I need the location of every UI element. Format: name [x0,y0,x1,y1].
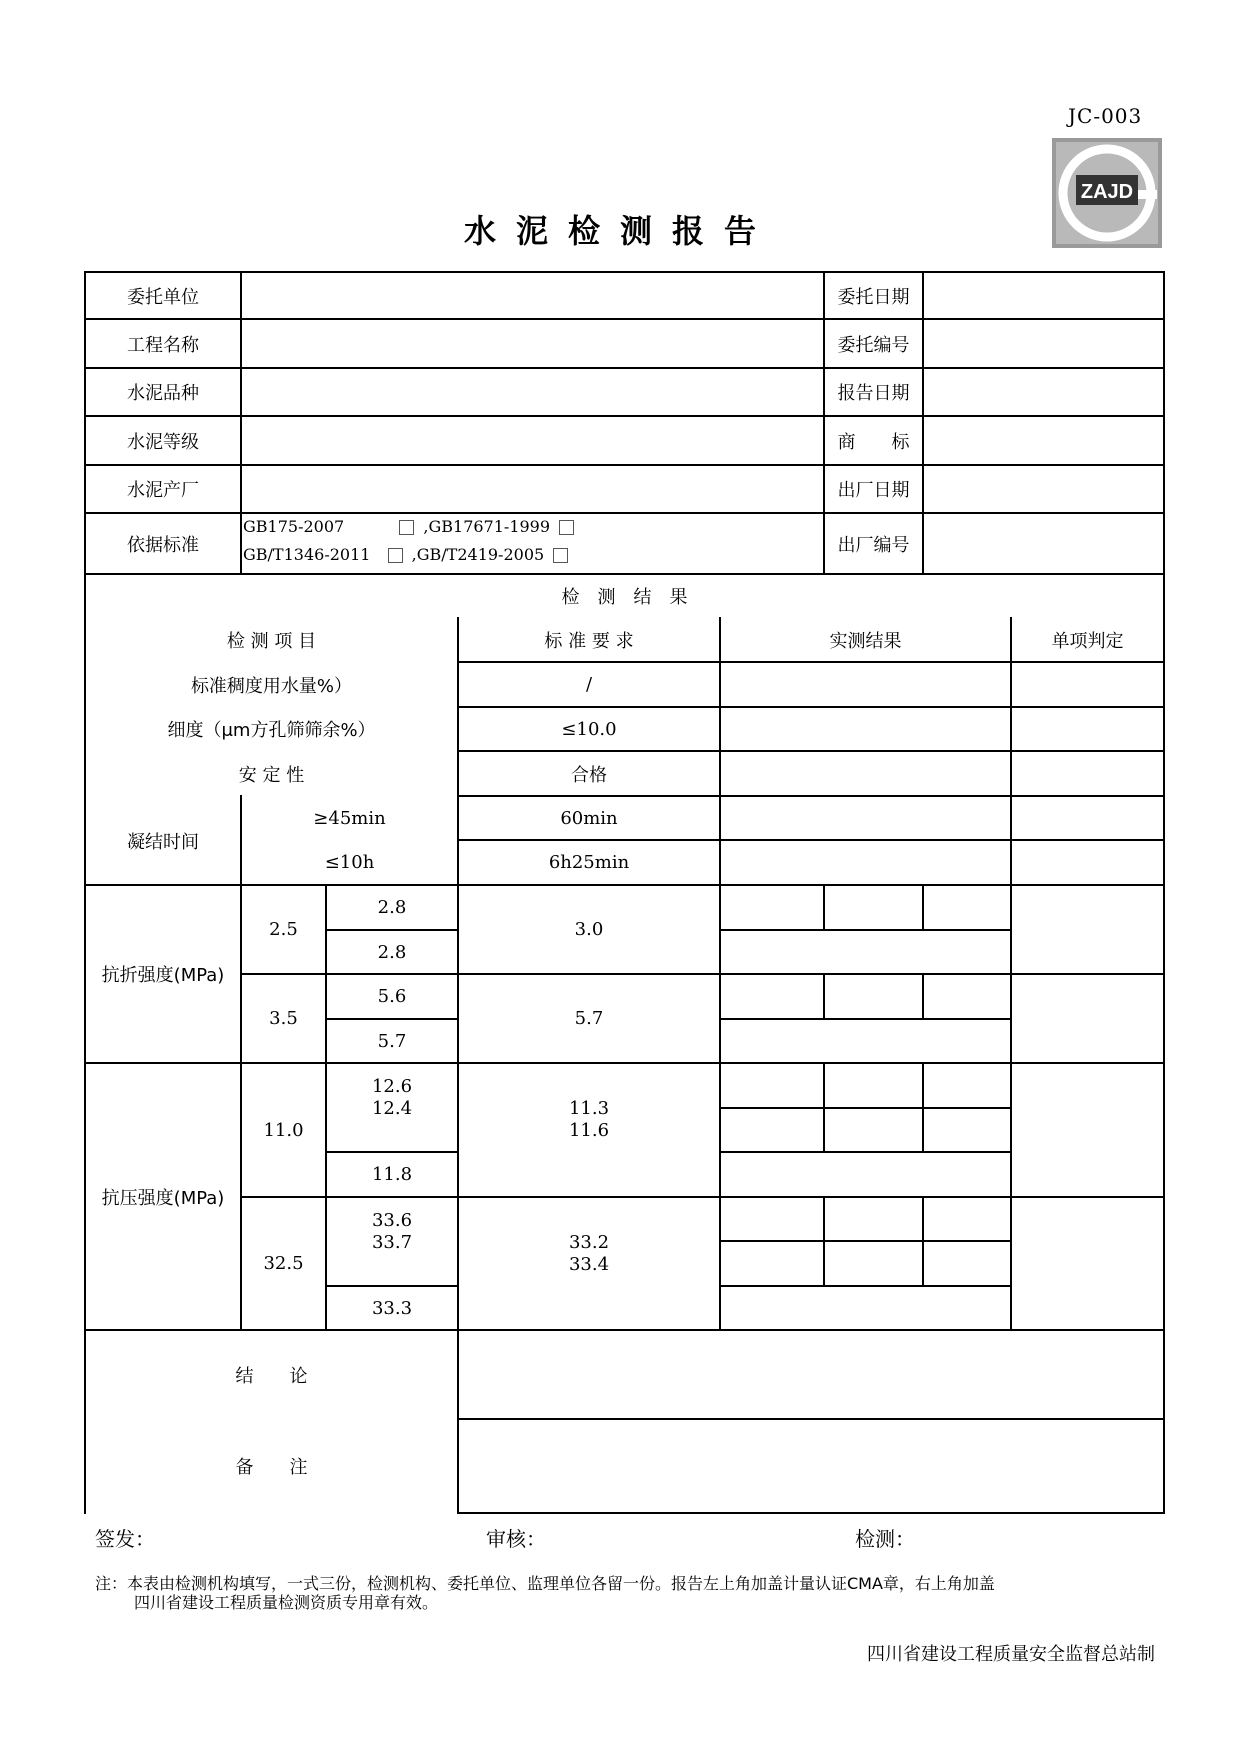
header-standard-requirement: 标 准 要 求 [544,631,634,652]
label-cement-grade: 水泥等级 [127,431,199,453]
label-trademark: 商 标 [837,431,910,453]
flexural-average: 3.0 [574,919,604,940]
item-stability: 安 定 性 [238,764,305,786]
label-report-date: 报告日期 [837,383,910,404]
label-factory-number: 出厂编号 [837,534,910,556]
item-compressive-strength: 抗压强度(MPa) [101,1187,225,1209]
signature-review: 审核： [486,1527,546,1551]
checkbox-gbt2419[interactable] [553,548,568,563]
table-border-top [84,271,1165,273]
table-border-right [1163,271,1165,1514]
label-client-unit: 委托单位 [127,286,199,308]
header-test-item: 检 测 项 目 [226,631,317,652]
compressive-value: 33.3 [371,1297,413,1319]
label-project-name: 工程名称 [127,334,199,356]
standard-gbt2419: ,GB/T2419-2005 [411,545,545,564]
section-title-results: 检 测 结 果 [561,587,688,608]
flexural-grade: 3.5 [269,1008,298,1029]
setting-initial-requirement: ≥45min [313,807,386,829]
checkbox-gb17671[interactable] [559,520,574,535]
signature-test: 检测： [855,1527,915,1551]
flexural-average: 5.7 [574,1008,604,1029]
compressive-grade: 32.5 [263,1253,304,1274]
item-water-consistency: 标准稠度用水量%） [190,675,353,697]
flexural-value: 5.7 [377,1030,407,1052]
compressive-grade: 11.0 [263,1119,304,1141]
standard-gb175: GB175-2007 [243,517,345,536]
item-fineness: 细度（μm方孔筛筛余%） [167,720,376,741]
item-setting-time: 凝结时间 [127,831,199,853]
standard-gbt1346: GB/T1346-2011 [243,545,371,564]
flexural-value: 2.8 [377,941,407,963]
flexural-grade: 2.5 [269,919,298,940]
header-measured-result: 实测结果 [829,631,902,652]
signature-issue: 签发： [95,1527,155,1551]
std-fineness: ≤10.0 [561,718,617,740]
std-water-consistency: / [585,674,593,695]
compressive-value: 11.8 [371,1164,413,1185]
compressive-average: 33.4 [568,1253,610,1275]
form-code: JC-003 [1068,104,1143,128]
standards-line-1 [243,517,578,536]
std-stability: 合格 [571,764,607,786]
note-line-2: 四川省建设工程质量检测资质专用章有效。 [134,1593,439,1612]
table-border-bottom [457,1512,1165,1514]
item-flexural-strength: 抗折强度(MPa) [101,965,225,986]
label-remarks: 备 注 [235,1457,308,1478]
setting-initial-value: 60min [560,807,618,829]
label-factory-date: 出厂日期 [837,480,910,501]
flexural-value: 5.6 [377,986,407,1007]
checkbox-gb175[interactable] [399,520,414,535]
page-title: 水泥检测报告 [463,212,776,250]
note-line-1: 注：本表由检测机构填写，一式三份，检测机构、委托单位、监理单位各留一份。报告左上角加盖计量认证CMA章，右上角加盖 [95,1574,995,1593]
label-manufacturer: 水泥产厂 [127,480,199,501]
label-standard: 依据标准 [127,534,199,556]
header-judgment: 单项判定 [1051,631,1124,652]
checkbox-gbt1346[interactable] [388,548,403,563]
compressive-average: 11.6 [568,1119,610,1141]
label-cement-type: 水泥品种 [127,383,199,404]
compressive-value: 12.6 [371,1075,413,1097]
footer-issuer: 四川省建设工程质量安全监督总站制 [867,1644,1155,1665]
setting-final-value: 6h25min [548,852,630,873]
standard-gb17671: ,GB17671-1999 [423,517,551,536]
label-commission-date: 委托日期 [837,286,910,308]
logo-text: ZAJD [1080,181,1134,203]
flexural-value: 2.8 [377,897,407,918]
compressive-value: 33.6 [371,1209,413,1231]
compressive-average: 11.3 [568,1097,610,1119]
standards-line-2 [243,545,572,564]
compressive-value: 33.7 [371,1231,413,1253]
compressive-average: 33.2 [568,1231,610,1253]
compressive-value: 12.4 [371,1097,413,1119]
setting-final-requirement: ≤10h [324,852,375,873]
label-commission-number: 委托编号 [837,334,910,356]
label-conclusion: 结 论 [235,1365,308,1387]
